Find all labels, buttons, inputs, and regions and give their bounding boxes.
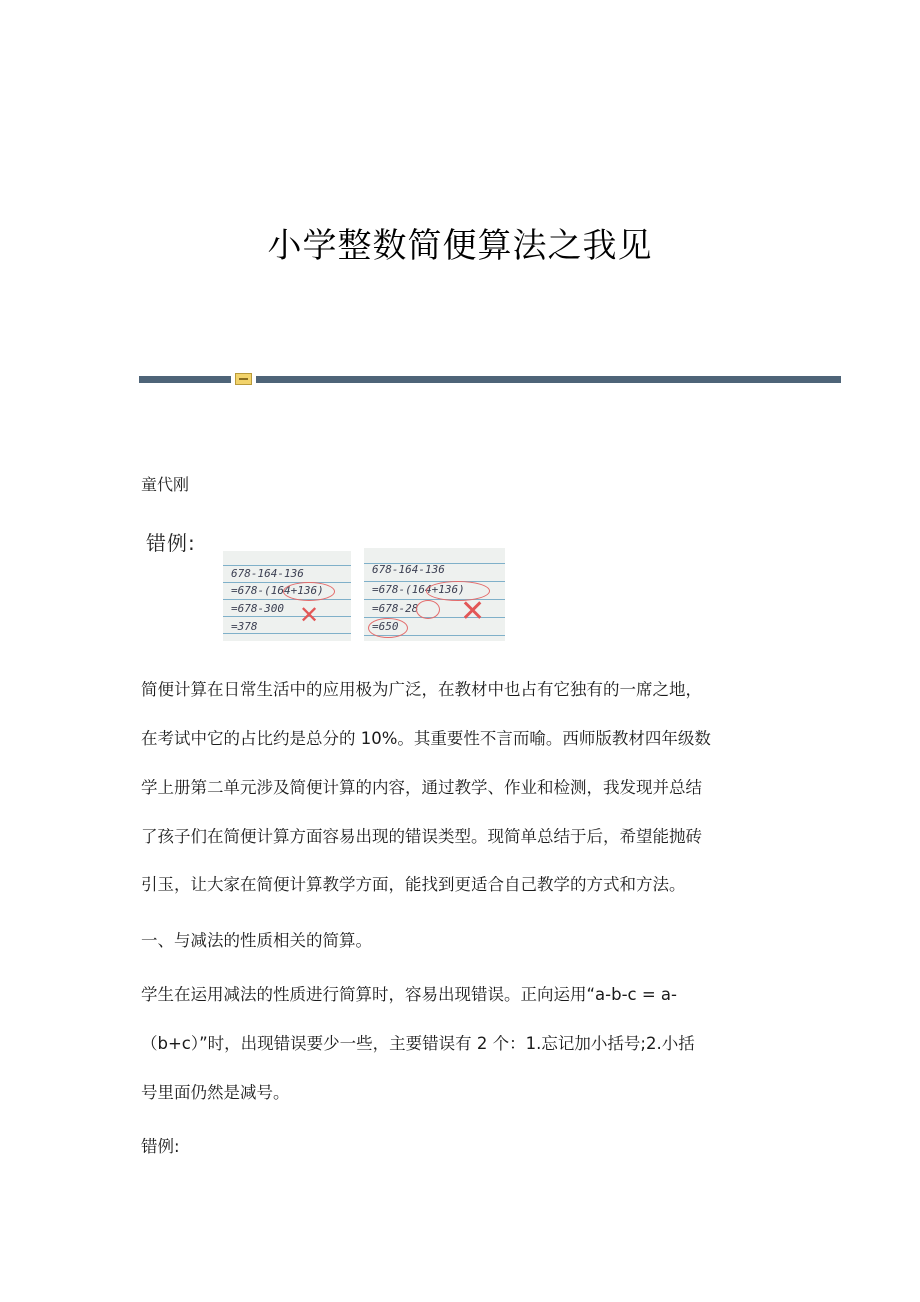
wrong-mark-icon: ✕ [299, 601, 320, 629]
paragraph-line: 引玉，让大家在简便计算教学方面，能找到更适合自己教学的方式和方法。 [141, 875, 686, 894]
correction-circle [416, 600, 440, 619]
error-example-heading: 错例: [146, 531, 196, 555]
paragraph-line: 号里面仍然是减号。 [141, 1083, 290, 1102]
author-name: 童代刚 [141, 475, 190, 494]
handwriting-line: =678-(164+136) [231, 584, 324, 597]
divider-ornament-icon [235, 373, 252, 385]
handwriting-line: =678-300 [231, 602, 284, 615]
handwriting-line: =678-(164+136) [372, 583, 465, 596]
paragraph-line: 了孩子们在简便计算方面容易出现的错误类型。现简单总结于后，希望能抛砖 [141, 827, 702, 846]
ruled-line [223, 565, 351, 566]
handwriting-line: =650 [372, 620, 399, 633]
paragraph-line: （b+c）”时，出现错误要少一些，主要错误有 2 个：1.忘记加小括号;2.小括 [141, 1034, 695, 1053]
ruled-line [223, 599, 351, 600]
document-title: 小学整数简便算法之我见 [267, 226, 653, 266]
title-divider-left [139, 376, 231, 383]
section-heading: 一、与减法的性质相关的简算。 [141, 931, 372, 950]
paragraph-line: 学生在运用减法的性质进行简算时，容易出现错误。正向运用“a-b-c = a- [141, 985, 677, 1004]
paragraph-line: 在考试中它的占比约是总分的 10%。其重要性不言而喻。西师版教材四年级数 [141, 729, 711, 748]
handwriting-line: =678-28 [372, 602, 419, 615]
error-example-label: 错例: [141, 1137, 180, 1156]
paragraph-line: 简便计算在日常生活中的应用极为广泛，在教材中也占有它独有的一席之地， [141, 680, 702, 699]
handwriting-example-right [364, 548, 505, 641]
handwriting-line: =378 [231, 620, 258, 633]
ruled-line [223, 582, 351, 583]
correction-circle [283, 582, 335, 601]
handwriting-line: 678-164-136 [231, 567, 304, 580]
ruled-line [223, 616, 351, 617]
correction-circle [368, 618, 408, 638]
ruled-line [223, 633, 351, 634]
handwriting-example-left [223, 551, 351, 641]
handwriting-line: 678-164-136 [372, 563, 445, 576]
title-divider-right [256, 376, 841, 383]
paragraph-line: 学上册第二单元涉及简便计算的内容，通过教学、作业和检测，我发现并总结 [141, 778, 702, 797]
wrong-mark-icon: ✕ [460, 594, 486, 629]
ruled-line [364, 581, 505, 582]
